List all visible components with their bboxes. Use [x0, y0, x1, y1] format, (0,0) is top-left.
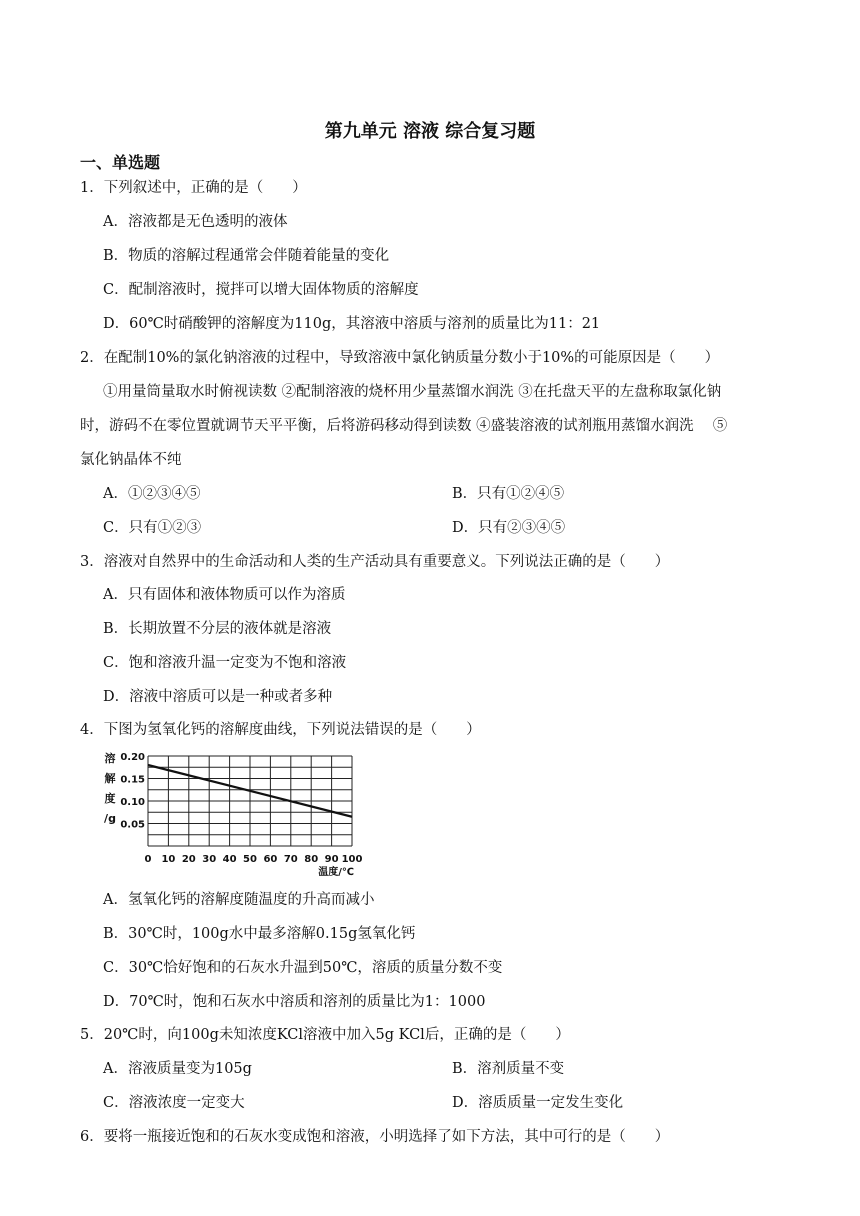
question-6-stem: 6．要将一瓶接近饱和的石灰水变成饱和溶液，小明选择了如下方法，其中可行的是（ ）	[80, 1129, 670, 1145]
x-tick-label: 50	[243, 854, 257, 865]
question-2-stem: 2．在配制10%的氯化钠溶液的过程中，导致溶液中氯化钠质量分数小于10%的可能原因是（ ）	[80, 350, 720, 366]
chart-x-tick-labels	[145, 854, 363, 865]
question-4-option-d: D．70℃时，饱和石灰水中溶质和溶剂的质量比为1：1000	[103, 994, 486, 1010]
question-5-option-d: D．溶质质量一定发生变化	[452, 1095, 624, 1111]
y-tick-label: 0.10	[120, 797, 145, 808]
x-tick-label: 30	[202, 854, 217, 865]
question-1-option-a: A．溶液都是无色透明的液体	[103, 214, 288, 230]
chart-y-axis-label	[104, 751, 116, 825]
y-tick-label: 0.05	[120, 819, 145, 831]
question-1-stem: 1．下列叙述中，正确的是（ ）	[80, 180, 307, 196]
question-5-option-b: B．溶剂质量不变	[452, 1061, 565, 1077]
x-tick-label: 20	[181, 854, 196, 865]
question-5-stem: 5．20℃时，向100g未知浓度KCl溶液中加入5g KCl后，正确的是（ ）	[80, 1027, 570, 1043]
question-1-option-b: B．物质的溶解过程通常会伴随着能量的变化	[103, 248, 390, 264]
question-4-option-a: A．氢氧化钙的溶解度随温度的升高而减小	[103, 892, 375, 908]
question-4-option-b: B．30℃时，100g水中最多溶解0.15g氢氧化钙	[103, 926, 416, 942]
question-1-option-d: D．60℃时硝酸钾的溶解度为110g，其溶液中溶质与溶剂的质量比为11：21	[103, 316, 601, 332]
question-4-option-c: C．30℃恰好饱和的石灰水升温到50℃，溶质的质量分数不变	[103, 960, 503, 976]
section-heading: 一、单选题	[80, 153, 161, 172]
question-2-condition-line-1: ①用量筒量取水时俯视读数 ②配制溶液的烧杯用少量蒸馏水润洗 ③在托盘天平的左盘称取氯化钠	[103, 384, 722, 400]
question-5-option-a: A．溶液质量变为105g	[103, 1061, 252, 1077]
y-tick-label: 0.20	[120, 752, 145, 763]
question-2-option-d: D．只有②③④⑤	[452, 520, 566, 536]
x-tick-label: 60	[263, 854, 278, 865]
x-tick-label: 70	[283, 854, 298, 865]
x-tick-label: 0	[144, 854, 152, 865]
question-2-option-a: A．①②③④⑤	[103, 486, 201, 502]
question-1-option-c: C．配制溶液时，搅拌可以增大固体物质的溶解度	[103, 282, 419, 298]
question-3-stem: 3．溶液对自然界中的生命活动和人类的生产活动具有重要意义。下列说法正确的是（ ）	[80, 554, 670, 570]
chart-x-axis-label: 温度/℃	[318, 867, 354, 878]
x-tick-label: 90	[324, 854, 339, 865]
question-3-option-a: A．只有固体和液体物质可以作为溶质	[103, 587, 346, 603]
y-axis-label-char: 溶	[104, 752, 116, 765]
x-tick-label: 10	[161, 854, 176, 865]
y-tick-label: 0.15	[120, 774, 145, 786]
x-tick-label: 100	[341, 854, 363, 865]
x-tick-label: 80	[304, 854, 319, 865]
solubility-chart	[98, 748, 378, 880]
chart-y-tick-labels	[120, 752, 145, 831]
chart-grid	[148, 756, 352, 846]
question-5-option-c: C．溶液浓度一定变大	[103, 1095, 245, 1111]
question-3-option-b: B．长期放置不分层的液体就是溶液	[103, 621, 332, 637]
question-2-condition-line-3: 氯化钠晶体不纯	[80, 452, 182, 468]
y-axis-label-char: 度	[104, 792, 116, 805]
question-3-option-d: D．溶液中溶质可以是一种或者多种	[103, 689, 333, 705]
x-tick-label: 40	[222, 854, 237, 865]
y-axis-label-char: /g	[104, 812, 116, 825]
question-2-option-b: B．只有①②④⑤	[452, 486, 565, 502]
question-2-condition-line-2: 时，游码不在零位置就调节天平平衡，后将游码移动得到读数 ④盛装溶液的试剂瓶用蒸馏水润洗 ⑤	[80, 418, 728, 434]
question-4-stem: 4．下图为氢氧化钙的溶解度曲线，下列说法错误的是（ ）	[80, 722, 481, 738]
page-title: 第九单元 溶液 综合复习题	[324, 121, 536, 142]
question-3-option-c: C．饱和溶液升温一定变为不饱和溶液	[103, 655, 347, 671]
y-axis-label-char: 解	[104, 772, 116, 785]
question-2-option-c: C．只有①②③	[103, 520, 202, 536]
